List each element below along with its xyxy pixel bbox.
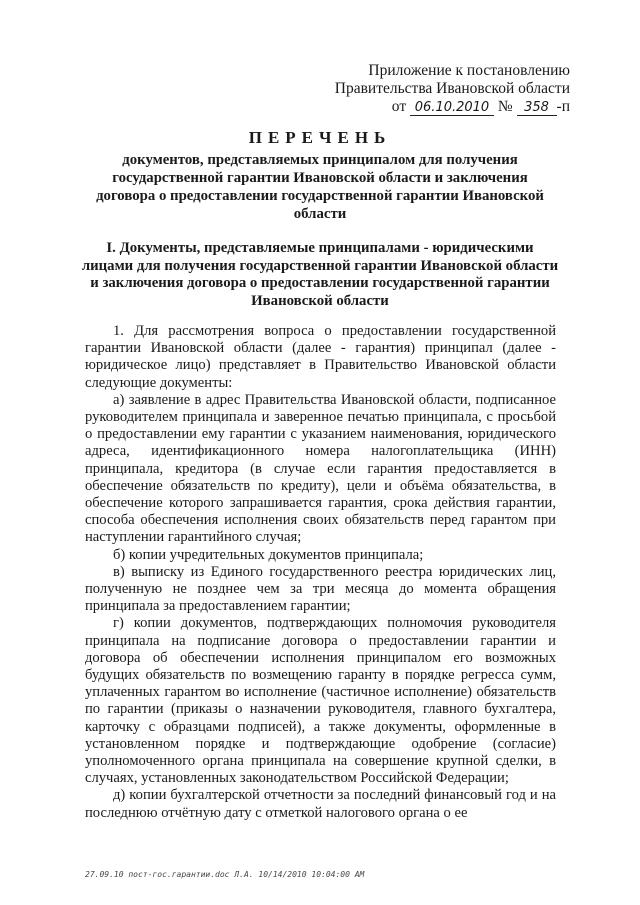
paragraph-b: б) копии учредительных документов принципала;: [113, 546, 424, 563]
paragraph-v: в) выписку из Единого государственного реестра юридических лиц, полученную не позднее чем за три месяца до момента обращения принципала за предоставлением гарантии;: [85, 563, 556, 615]
annex-line-2: Правительства Ивановской области: [334, 80, 570, 97]
annex-from-label: от: [391, 98, 407, 115]
document-title: ПЕРЕЧЕНЬ: [248, 128, 392, 147]
annex-number: 358: [517, 101, 557, 116]
annex-block: [330, 62, 570, 116]
section-heading: I. Документы, представляемые принципалами - юридическими лицами для получения государственной гарантии Ивановской области и заключения договора о предоставлении государственной гарантии Ивановской области: [81, 240, 559, 309]
annex-date-line: [330, 98, 570, 116]
paragraph-g: г) копии документов, подтверждающих полномочия руководителя принципала на подписание договора о предоставлении гарантии и договора об обеспечении исполнения принципалом его возможных будущих обязательств по возмещению гаранту в порядке регресса сумм, уплаченных гарантом во исполнение (частичное исполнение) обязательств по гарантии (приказы о назначении руководителя, главного бухгалтера, карточку с образцами подписей), а также документы, оформленные в установленном порядке и подтверждающие одобрение (согласие) уполномоченного органа принципала на совершение крупной сделки, в случаях, установленных законодательством Российской Федерации;: [85, 615, 556, 787]
paragraph-a: а) заявление в адрес Правительства Ивановской области, подписанное руководителем принципала и заверенное печатью принципала, с просьбой о предоставлении ему гарантии с указанием наименования, юридического адреса, идентификационного номера налогоплательщика (ИНН) принципала, кредитора (в случае если гарантия предоставляется в обеспечение обязательств по кредиту), цели и объёма обязательства, в обеспечение которого запрашивается гарантия, срока действия гарантии, способа обеспечения исполнения своих обязательств перед гарантом при наступлении гарантийного случая;: [85, 391, 556, 546]
annex-date: 06.10.2010: [410, 101, 494, 116]
annex-number-sign: №: [497, 98, 513, 115]
document-footer: 27.09.10 пост-гос.гарантии.doc Л.А. 10/14/2010 10:04:00 AM: [85, 870, 365, 879]
annex-line-1: Приложение к постановлению: [368, 62, 570, 79]
document-body: [85, 323, 556, 822]
paragraph-d: д) копии бухгалтерской отчетности за последний финансовый год и на последнюю отчётную дату с отметкой налогового органа о ее: [85, 787, 556, 821]
paragraph-1: 1. Для рассмотрения вопроса о предоставлении государственной гарантии Ивановской области (далее - гарантия) принципал (далее - юридическое лицо) представляет в Правительство Ивановской области следующие документы:: [85, 323, 556, 391]
document-subtitle: документов, представляемых принципалом для получения государственной гарантии Ивановской области и заключения договора о предоставлении государственной гарантии Ивановской области: [96, 152, 544, 222]
annex-suffix: -п: [556, 98, 570, 115]
